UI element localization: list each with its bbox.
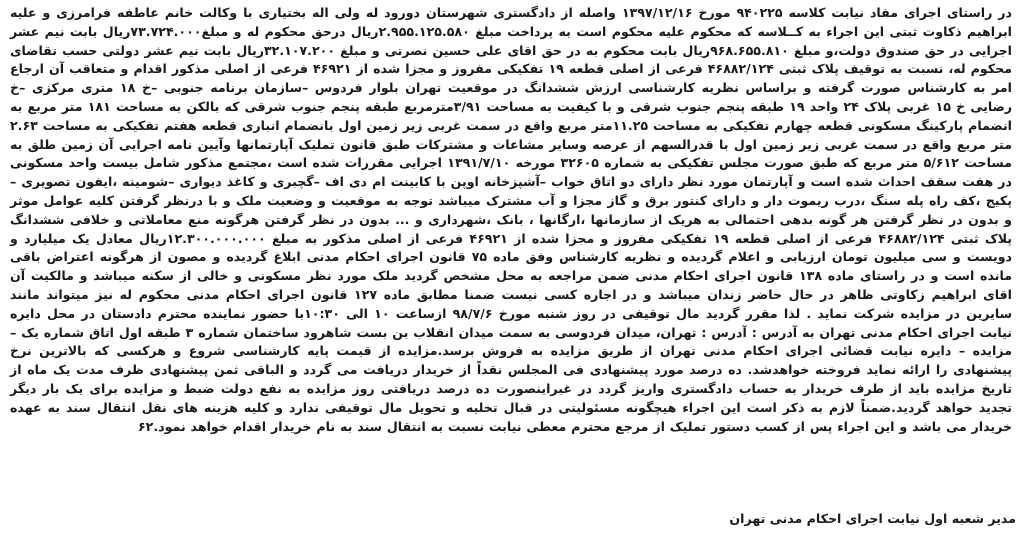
legal-notice	[6, 0, 1016, 538]
signature-line: مدیر شعبه اول نیابت اجرای احکام مدنی تهران	[729, 511, 1016, 526]
notice-body-text: در راستای اجرای مفاد نیابت کلاسه ۹۴۰۲۲۵ مورخ ۱۳۹۷/۱۲/۱۶ واصله از دادگستری شهرستان دورود له ولی اله بختیاری با وکالت خانم عاطفه فرامرزی و علیه ابراهیم ذکاوت ثبتی این اجراء به کــلاسه که محکوم علیه محکوم است به پرداخت مبلغ ۲.۹۵۵.۱۲۵.۵۸۰ریال درحق محکوم له و مبلغ۷۳.۷۲۴.۰۰۰ریال بابت نیم عشر اجرایی در حق صندوق دولت،و مبلغ ۹۶۸.۶۵۵.۸۱۰ریال بابت محکوم به در حق اقای علی حسین نصرتی و مبلغ ۳۲.۱۰۷.۲۰۰ریال بابت نیم عشر دولتی حسب تقاضای محکوم له، نسبت به توقیف پلاک ثبتی ۴۶۸۸۲/۱۲۴ فرعی از اصلی قطعه ۱۹ تفکیکی مفروز و مجزا شده از ۴۶۹۲۱ فرعی از اصلی مذکور اقدام و متعاقب آن ارجاع امر به کارشناس صورت گرفته و براساس نظریه کارشناسی ارزش ششدانگ در موقعیت تهران بلوار فردوس –سازمان برنامه جنوبی –خ ۱۸ متری مرکزی –خ رضایی خ ۱۵ غربی پلاک ۲۴ واحد ۱۹ طبقه پنجم جنوب شرقی و با کیفیت به مساحت ۳/۹۱مترمربع طبقه پنجم جنوب شرقی که بالکن به مساحت ۱۸۱ متر مربع به انضمام پارکینگ مسکونی قطعه چهارم تفکیکی به مساحت ۱۱.۲۵متر مربع واقع در سمت غربی زیر زمین اول بانضمام انباری قطعه هفتم تفکیکی به مساحت ۲.۶۳ متر مربع واقع در سمت غربی زیر زمین اول با قدرالسهم از عرصه وسایر مشاعات و مشترکات طبق قانون تملیک آپارتمانها وآیین نامه اجرایی آن زمین طلق به مساحت ۵/۶۱۲ متر مربع که طبق صورت مجلس تفکیکی به شماره ۳۲۶۰۵ مورخه ۱۳۹۱/۷/۱۰ اجرایی مقررات شده است ،مجتمع مذکور شامل بیست واحد مسکونی در هفت سقف احداث شده است و آپارتمان مورد نظر دارای دو اتاق خواب –آشپزخانه اوپن با کابینت ام دی اف –گچبری و کاغذ دیواری –شومینه ،ایفون تصویری –پکیج ،کف راه پله سنگ ،درب ریموت دار و دارای کنتور برق و گاز مجزا و آب مشترک میباشد توجه به موقعیت و وضعیت ملک و با درنظر گرفتن کلیه عوامل موثر و بدون در نظر گرفتن هر گونه بدهی احتمالی به هریک از سازمانها ،ارگانها ، بانک ،شهرداری و ... بدون در نظر گرفتن هرگونه منع معاملاتی و خلافی ششدانگ پلاک ثبتی ۴۶۸۸۲/۱۲۴ فرعی از اصلی قطعه ۱۹ تفکیکی مفروز و مجزا شده از ۴۶۹۲۱ فرعی از اصلی مذکور به مبلغ ۱۲.۳۰۰.۰۰۰.۰۰۰ریال معادل یک میلیارد و دویست و سی میلیون تومان ارزیابی و اعلام گردیده و نظریه کارشناس وفق ماده ۷۵ قانون اجرای احکام مدنی ابلاغ گردیده و مصون از هرگونه اعتراض باقی مانده است و در راستای ماده ۱۳۸ قانون اجرای احکام مدنی ضمن مراجعه به محل مشخص گردید ملک مورد نظر مسکونی و خالی از سکنه میباشد و مالکیت آن اقای ابراهیم زکاوتی ظاهر در حال حاضر زندان میباشد و در اجاره کسی نیست ضمنا مطابق ماده ۱۲۷ قانون اجرای احکام مدنی محکوم له نیز میتواند مانند سایرین در مزایده شرکت نماید . لذا مقرر گردید مال توقیفی در روز شنبه مورخ ۹۸/۷/۶ ازساعت ۱۰ الی ۱۰:۳۰با حضور نماینده محترم دادستان در محل دایره نیابت اجرای احکام مدنی تهران به آدرس : آدرس : تهران، میدان فردوسی به سمت میدان انقلاب بن بست شاهرود ساختمان شماره ۳ طبقه اول اتاق شماره یک –مزایده – دایره نیابت قضائی اجرای احکام مدنی تهران از طریق مزایده به فروش برسد.مزایده از قیمت پایه کارشناسی شروع و هرکسی که بالاترین نرخ پیشنهادی را ارائه نماید فروخته خواهدشد. ده درصد مورد پیشنهادی فی المجلس نقداً از خریدار دریافت می گردد و الباقی ثمن پیشنهادی ظرف مدت یک ماه از تاریخ مزایده باید از طرف خریدار به حساب دادگستری واریز گردد در غیراینصورت ده درصد دریافتی روز مزایده به نفع دولت ضبط و مزایده برای یک بار دیگر تجدید خواهد گردید.ضمناً لازم به ذکر است این اجراء هیچگونه مسئولیتی در قبال تخلیه و تحویل مال توقیفی ندارد و کلیه هزینه های نقل انتقال سند به عهده خریدار می باشد و این اجراء پس از کسب دستور تملیک از مرجع محترم معطی نیابت نسبت به انتقال سند به نام خریدار اقدام خواهد نمود.۶۲	[10, 5, 1013, 434]
